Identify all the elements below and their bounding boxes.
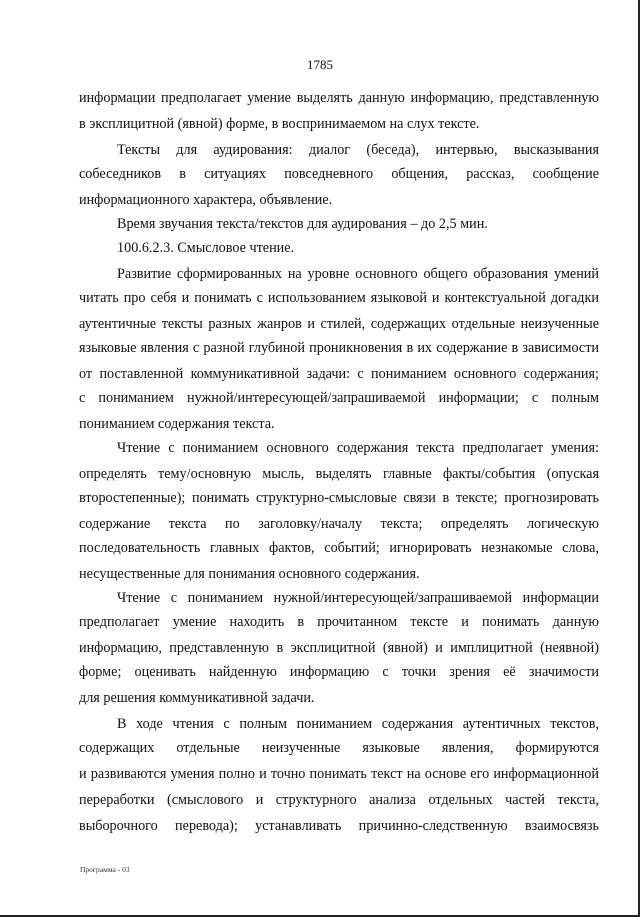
text-line: и развиваются умения полно и точно понимать текст на основе его информационной xyxy=(79,766,599,782)
text-line: языковые явления с разной глубиной проникновения в их содержание в зависимости xyxy=(79,340,599,356)
text-line: читать про себя и понимать с использованием языковой и контекстуальной догадки xyxy=(79,290,599,306)
text-line: для решения коммуникативной задачи. xyxy=(79,690,315,706)
text-line: от поставленной коммуникативной задачи: с пониманием основного содержания; xyxy=(79,366,599,382)
text-line: второстепенные); понимать структурно-смысловые связи в тексте; прогнозировать xyxy=(79,490,599,506)
page-footer: Программа - 03 xyxy=(80,865,130,874)
text-line: определять тему/основную мысль, выделять главные факты/события (опуская xyxy=(79,466,599,482)
text-line: информационного характера, объявление. xyxy=(79,192,333,208)
text-line: предполагает умение находить в прочитанном тексте и понимать данную xyxy=(79,614,599,630)
text-line: содержащих отдельные неизученные языковые явления, формируются xyxy=(79,740,599,756)
text-line: Тексты для аудирования: диалог (беседа), интервью, высказывания xyxy=(117,142,599,158)
text-line: информацию, представленную в эксплицитной (явной) и имплицитной (неявной) xyxy=(79,640,599,656)
text-line: форме; оценивать найденную информацию с точки зрения её значимости xyxy=(79,664,599,680)
text-line: содержание текста по заголовку/началу текста; определять логическую xyxy=(79,516,599,532)
text-line: В ходе чтения с полным пониманием содержания аутентичных текстов, xyxy=(117,716,599,732)
text-line: последовательность главных фактов, событий; игнорировать незнакомые слова, xyxy=(79,540,599,556)
text-line: несущественные для понимания основного содержания. xyxy=(79,566,420,582)
text-line: собеседников в ситуациях повседневного общения, рассказ, сообщение xyxy=(79,166,599,182)
text-line: Чтение с пониманием основного содержания текста предполагает умения: xyxy=(117,440,599,456)
text-line: Чтение с пониманием нужной/интересующей/запрашиваемой информации xyxy=(117,590,599,606)
page-number: 1785 xyxy=(307,57,333,72)
text-line: аутентичные тексты разных жанров и стилей, содержащих отдельные неизученные xyxy=(79,316,599,332)
text-line: пониманием содержания текста. xyxy=(79,416,275,432)
text-line: Развитие сформированных на уровне основного общего образования умений xyxy=(117,266,599,282)
text-line: с пониманием нужной/интересующей/запрашиваемой информации; с полным xyxy=(79,390,599,406)
text-line: переработки (смыслового и структурного анализа отдельных частей текста, xyxy=(79,792,599,808)
text-line: Время звучания текста/текстов для аудирования – до 2,5 мин. xyxy=(117,216,488,232)
text-line: в эксплицитной (явной) форме, в воспринимаемом на слух тексте. xyxy=(79,116,480,132)
section-heading: 100.6.2.3. Смысловое чтение. xyxy=(117,240,295,256)
text-line: информации предполагает умение выделять данную информацию, представленную xyxy=(79,90,599,106)
text-line: выборочного перевода); устанавливать причинно-следственную взаимосвязь xyxy=(79,818,599,834)
